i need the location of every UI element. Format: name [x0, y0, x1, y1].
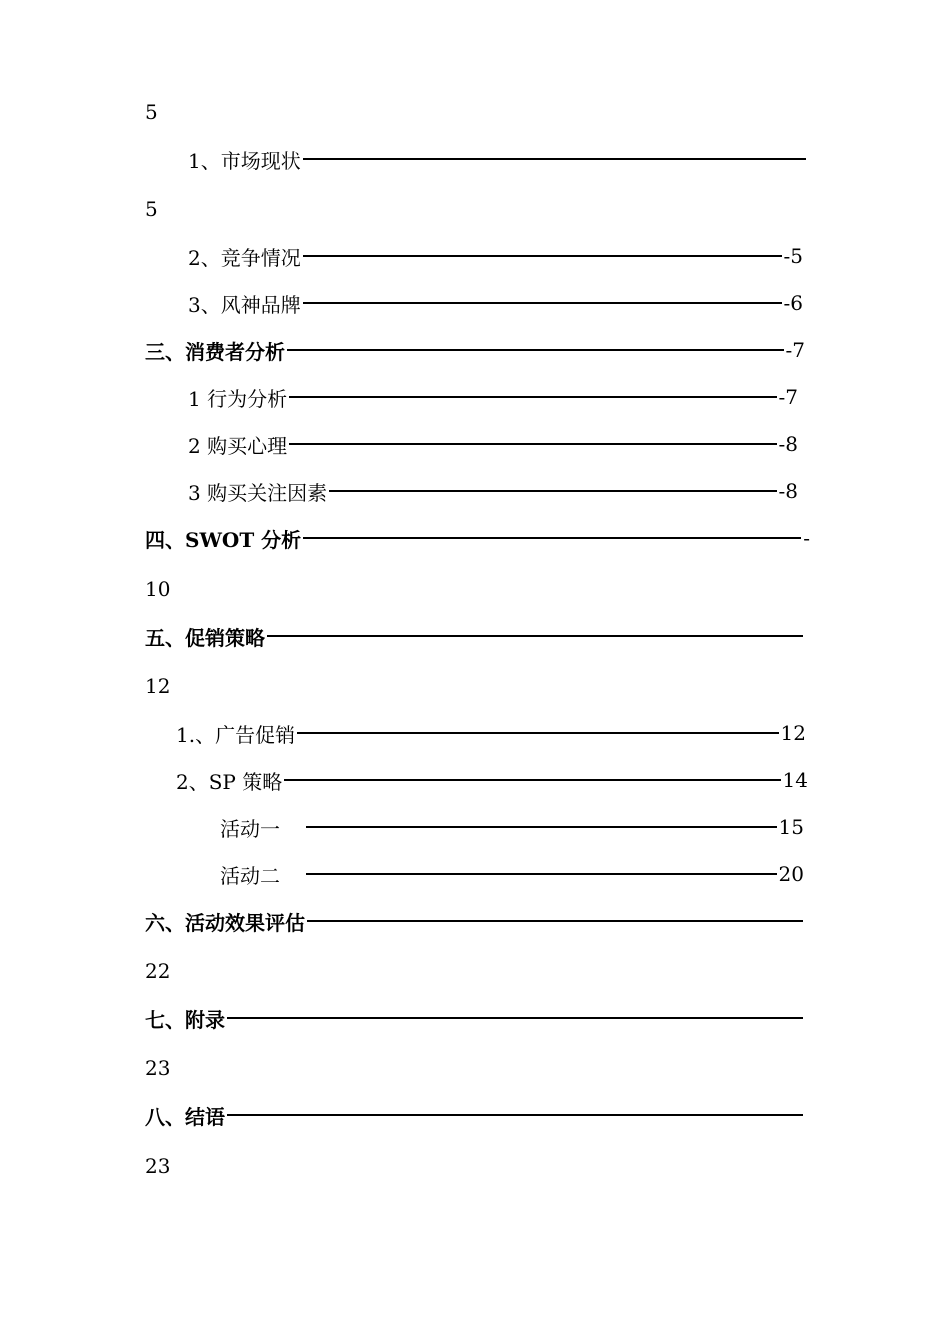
toc-page-number: - — [803, 526, 810, 550]
dot-leader — [303, 537, 801, 539]
toc-entry-label: 2、SP 策略 — [176, 769, 283, 794]
toc-page-number: -6 — [783, 291, 803, 315]
toc-entry-label: 活动一 — [220, 816, 280, 841]
page-number: 5 — [145, 197, 158, 221]
dot-leader — [303, 302, 782, 304]
page-number: 23 — [145, 1056, 171, 1080]
toc-entry-label: 八、结语 — [145, 1104, 225, 1129]
toc-entry-label: 五、促销策略 — [145, 625, 265, 650]
dot-leader — [287, 349, 784, 351]
page-number: 10 — [145, 577, 171, 601]
toc-entry-label: 3、风神品牌 — [188, 292, 301, 317]
dot-leader — [284, 779, 780, 781]
toc-page-number: 15 — [778, 815, 804, 839]
dot-leader — [307, 920, 803, 922]
toc-page-number: 12 — [780, 721, 806, 745]
toc-page-number: 20 — [778, 862, 804, 886]
dot-leader — [297, 732, 778, 734]
dot-leader — [267, 635, 803, 637]
toc-page-number: -7 — [778, 385, 798, 409]
toc-entry-behavior[interactable] — [188, 381, 798, 413]
toc-entry-market-status[interactable] — [188, 143, 808, 175]
toc-entry-sp-strategy[interactable] — [176, 764, 808, 796]
toc-entry-consumer-analysis[interactable] — [145, 334, 805, 366]
toc-entry-brand[interactable] — [188, 287, 803, 319]
toc-entry-promotion[interactable] — [145, 620, 805, 652]
dot-leader — [289, 396, 776, 398]
toc-entry-ad-promotion[interactable] — [176, 717, 806, 749]
dot-leader — [227, 1017, 803, 1019]
toc-entry-label: 2、竞争情况 — [188, 245, 301, 270]
dot-leader — [227, 1114, 803, 1116]
toc-entry-label: 六、活动效果评估 — [145, 910, 305, 935]
page-number: 5 — [145, 100, 158, 124]
toc-entry-label: 3 购买关注因素 — [188, 480, 328, 505]
toc-entry-factors[interactable] — [188, 475, 798, 507]
toc-entry-appendix[interactable] — [145, 1002, 805, 1034]
toc-entry-label: 四、SWOT 分析 — [145, 527, 302, 552]
toc-page-number: -8 — [778, 432, 798, 456]
toc-entry-conclusion[interactable] — [145, 1099, 805, 1131]
toc-entry-activity-two[interactable] — [220, 858, 804, 890]
toc-entry-label: 1、市场现状 — [188, 148, 301, 173]
page-number: 22 — [145, 959, 171, 983]
page-number: 12 — [145, 674, 171, 698]
toc-entry-label: 活动二 — [220, 863, 280, 888]
toc-page-number: -8 — [778, 479, 798, 503]
toc-entry-activity-one[interactable] — [220, 811, 804, 843]
dot-leader — [329, 490, 776, 492]
toc-entry-swot[interactable] — [145, 522, 810, 554]
dot-leader — [306, 873, 777, 875]
dot-leader — [306, 826, 777, 828]
toc-page-number: -7 — [785, 338, 805, 362]
dot-leader — [303, 158, 806, 160]
toc-entry-label: 2 购买心理 — [188, 433, 288, 458]
toc-entry-label: 七、附录 — [145, 1007, 225, 1032]
toc-entry-label: 1.、广告促销 — [176, 722, 296, 747]
toc-entry-competition[interactable] — [188, 240, 803, 272]
dot-leader — [289, 443, 776, 445]
toc-entry-psychology[interactable] — [188, 428, 798, 460]
toc-entry-label: 三、消费者分析 — [145, 339, 285, 364]
toc-page-number: -5 — [783, 244, 803, 268]
page-number: 23 — [145, 1154, 171, 1178]
dot-leader — [303, 255, 782, 257]
toc-entry-label: 1 行为分析 — [188, 386, 288, 411]
toc-entry-evaluation[interactable] — [145, 905, 805, 937]
toc-page-number: 14 — [782, 768, 808, 792]
